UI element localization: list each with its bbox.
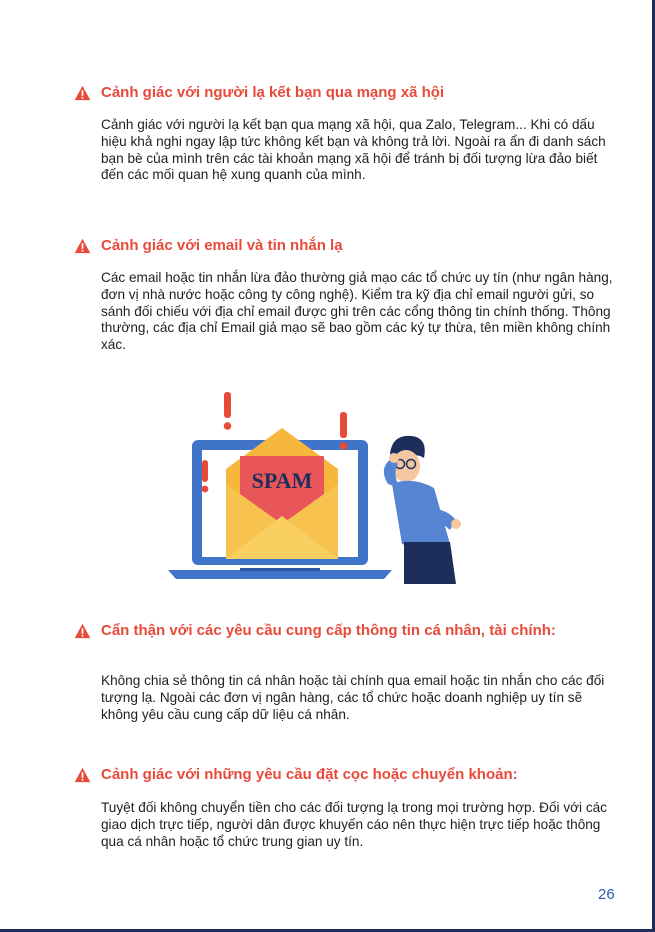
exclamation-icon [340,412,347,438]
section-heading-text: Cảnh giác với email và tin nhắn lạ [101,237,343,254]
exclamation-icon [224,392,231,418]
section-heading-friend-requests [74,83,444,102]
section-heading-email [74,236,343,255]
laptop-base [168,570,392,579]
section-body-text: Không chia sẻ thông tin cá nhân hoặc tài chính qua email hoặc tin nhắn cho các đối tượng lạ. Ngoài các đơn vị ngân hàng, các tổ chức hoặc doanh nghiệp uy tín sẽ không yêu cầu cung cấp dữ liệu cá nhân. [101,673,605,722]
warning-icon [74,85,91,101]
section-body-text: Tuyệt đối không chuyển tiền cho các đối tượng lạ trong mọi trường hợp. Đối với các giao dịch trực tiếp, người dân được khuyến cáo nên thực hiện trực tiếp hoặc thông qua cá nhân hoặc tổ chức trung gian uy tín. [101,800,607,849]
section-heading-text: Cẩn thận với các yêu cầu cung cấp thông tin cá nhân, tài chính: [101,622,556,639]
section-heading-deposit [74,765,518,784]
page-number: 26 [598,886,615,903]
section-body-text: Các email hoặc tin nhắn lừa đảo thường giả mạo các tổ chức uy tín (như ngân hàng, đơn vị nhà nước hoặc công ty công nghệ). Kiểm tra kỹ địa chỉ email người gửi, so sánh đối chiếu với địa chỉ email được ghi trên các cổng thông tin chính thống. Thông thường, các địa chỉ Email giả mạo sẽ bao gồm các ký tự thừa, tên miền không chính xác. [101,270,613,353]
section-heading-text: Cảnh giác với những yêu cầu đặt cọc hoặc chuyển khoản: [101,766,518,783]
section-heading-personal-info [74,621,571,640]
worried-person-figure [384,436,461,584]
warning-icon [74,767,91,783]
warning-icon [74,623,91,639]
warning-icon [74,238,91,254]
section-body-text: Cảnh giác với người lạ kết bạn qua mạng xã hội, qua Zalo, Telegram... Khi có dấu hiệu khả nghi ngay lập tức không kết bạn và không trả lời. Ngoài ra ẩn đi danh sách bạn bè của mình trên các tài khoản mạng xã hội để tránh bị đối tượng lừa đảo biết đến các mối quan hệ xung quanh của mình. [101,117,606,183]
exclamation-icon [202,460,208,482]
spam-email-laptop-illustration [160,384,490,584]
spam-label: SPAM [251,468,313,493]
section-heading-text: Cảnh giác với người lạ kết bạn qua mạng xã hội [101,84,445,101]
